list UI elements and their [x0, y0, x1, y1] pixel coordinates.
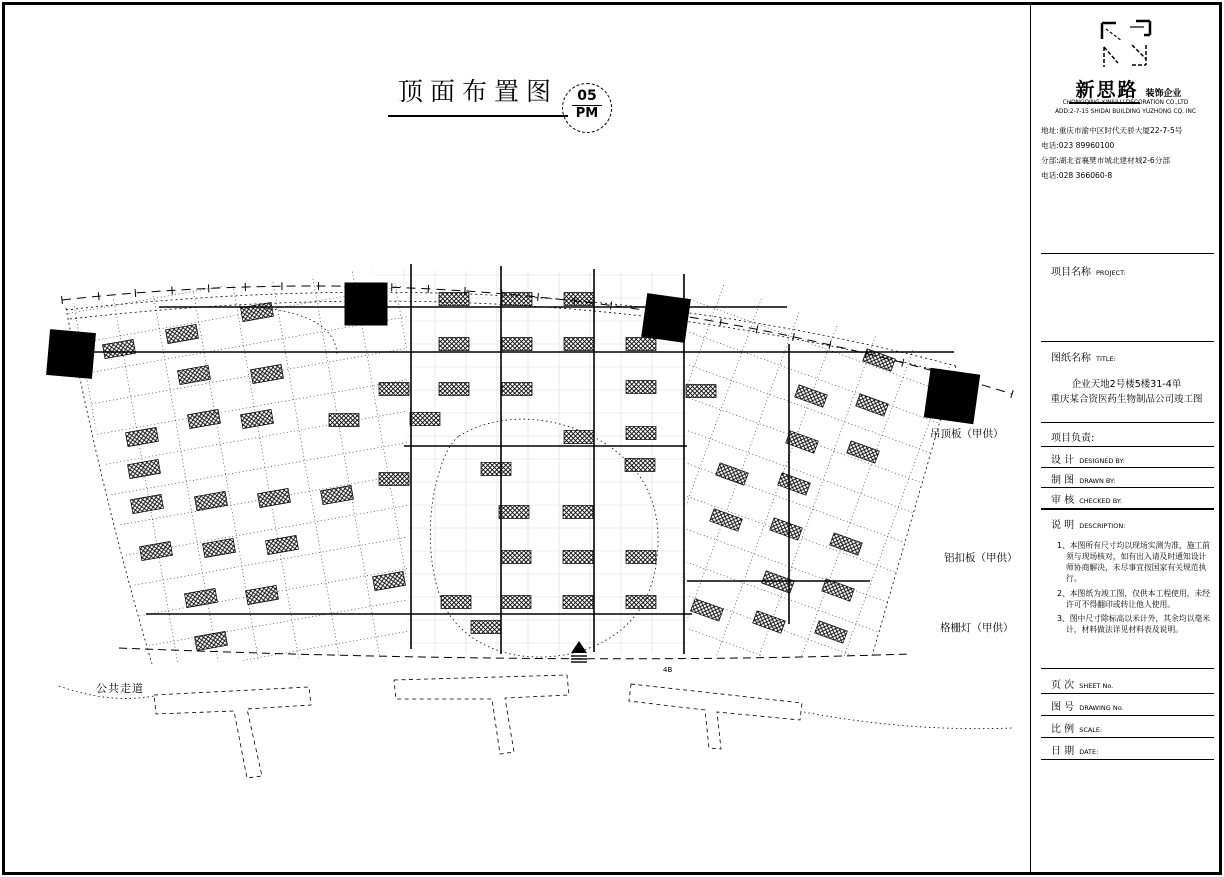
callout-ceiling-panel: 吊顶板（甲供） [930, 428, 1004, 440]
row-checked-by: 审 核 CHECKED BY: [1051, 495, 1123, 506]
general-notes [1057, 541, 1212, 640]
company-english-line1: CHONGQING XINSILU DECORATION CO.,LTD [1062, 99, 1189, 106]
row-drawn-by: 制 图 DRAWN BY: [1051, 475, 1116, 486]
divider [1041, 759, 1214, 760]
company-english-line2: ADD:2-7-15 SHIDAI BUILDING YUZHONG CQ. INC [1055, 108, 1196, 115]
notes-label: 说 明 DESCRIPTION: [1051, 520, 1126, 531]
company-phone-2: 电话:028 366060-8 [1041, 171, 1113, 180]
note-2: 2、本图纸为竣工图，仅供本工程使用，未经许可不得翻印或转让他人使用。 [1057, 588, 1211, 609]
company-name-suffix: 装饰企业 [1145, 89, 1182, 99]
divider [1041, 487, 1214, 488]
company-logo-mark [1031, 19, 1220, 75]
divider [1041, 467, 1214, 468]
divider [1041, 422, 1214, 423]
row-designed-by: 设 计 DESIGNED BY: [1051, 455, 1125, 466]
company-address-1: 地址:重庆市渝中区时代天骄大厦22-7-5号 [1041, 126, 1183, 135]
stamp-suffix: PM [575, 106, 599, 121]
corridor-label: 公共走道 [96, 682, 144, 695]
divider [1041, 737, 1214, 738]
row-project-lead: 项目负责: [1051, 433, 1095, 444]
stamp-number: 05 [572, 88, 601, 106]
ceiling-plan-drawing [4, 4, 1030, 873]
project-name-label: 项目名称 PROJECT: [1051, 267, 1126, 278]
drawing-title-line2: 重庆某合资医药生物制品公司竣工图 [1050, 393, 1203, 405]
row-date: 日 期 DATE: [1051, 746, 1099, 757]
company-name [1031, 75, 1220, 102]
company-name-zh: 新思路 [1069, 79, 1140, 104]
divider [1041, 693, 1214, 694]
divider [1041, 341, 1214, 342]
drawing-title: 顶面布置图 [388, 72, 568, 117]
divider [1041, 446, 1214, 447]
divider-thick [1041, 508, 1214, 510]
callout-aluminum-panel: 铝扣板（甲供） [944, 552, 1018, 564]
note-3: 3、图中尺寸除标高以米计外，其余均以毫米计，材料做法详见材料表及说明。 [1057, 614, 1211, 635]
drawing-title-line1: 企业天地2号楼5楼31-4单 [1071, 379, 1182, 390]
note-1: 1、本图所有尺寸均以现场实测为准，施工前须与现场核对，如有出入请及时通知设计师协商解决，未尽事宜按国家有关规范执行。 [1057, 541, 1211, 583]
row-scale: 比 例 SCALE: [1051, 724, 1103, 735]
divider [1041, 715, 1214, 716]
company-phone-1: 电话:023 89960100 [1041, 141, 1115, 150]
row-sheet-no: 页 次 SHEET No. [1051, 680, 1114, 691]
row-drawing-no: 图 号 DRAWING No. [1051, 702, 1124, 713]
company-address-2: 分部:湖北省襄樊市城北建材城2-6分部 [1041, 156, 1170, 165]
drawing-title-text [1037, 378, 1216, 407]
title-block-panel [1030, 5, 1220, 872]
drawing-name-label: 图纸名称 TITLE: [1051, 353, 1116, 364]
divider [1041, 253, 1214, 254]
zone-tag: 4B [663, 666, 673, 674]
drawing-number-stamp [562, 83, 612, 133]
callout-grille-light: 格栅灯（甲供） [940, 622, 1014, 634]
divider [1041, 668, 1214, 669]
